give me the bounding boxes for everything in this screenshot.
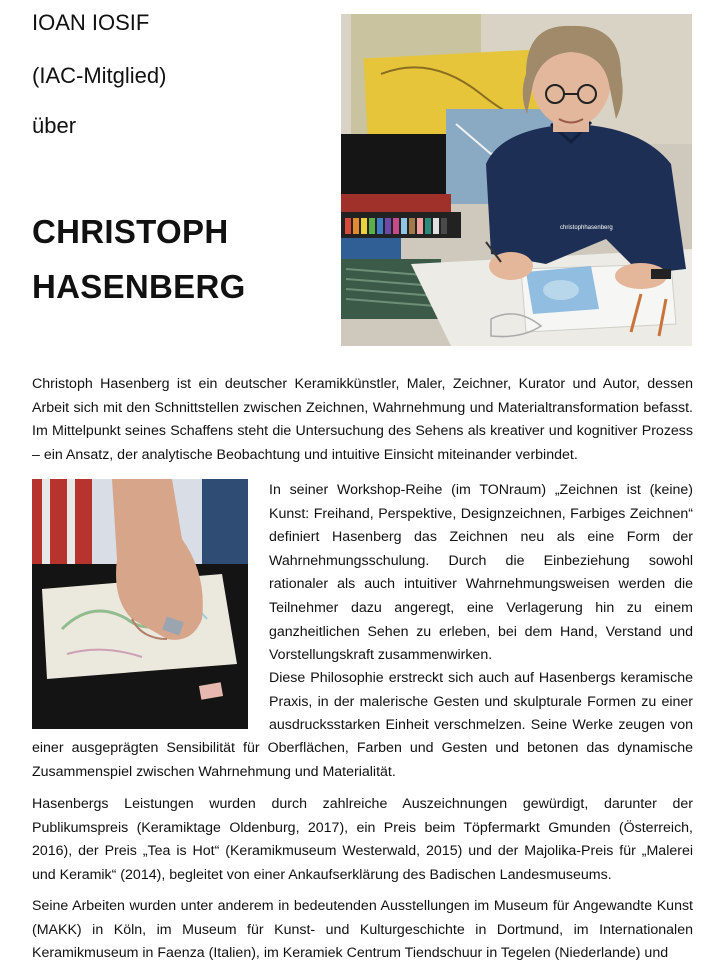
preposition-text: über	[32, 113, 77, 138]
workshop-paragraph: In seiner Workshop-Reihe (im TONraum) „Zeichnen ist (keine) Kunst: Freihand, Perspektive, Designzeichnen, Farbiges Zeichnen“ definiert Hasenberg das Zeichnen neu als eine Form der Wahrnehmungsschulung. Durch die Einbeziehung sowohl rationaler als auch intuitiver Wahrnehmungsweisen werden die Teilnehmer dazu angeregt, eine Verlagerung hin zu einem ganzheitlichen Sehen zu erleben, bei dem Hand, Verstand und Vorstellungskraft zusammenwirken.	[269, 482, 693, 664]
philosophy-paragraph-start: Diese Philosophie erstreckt sich auch auf Hasenbergs keramische Praxis, in der malerische Gesten und skulpturale Formen zu einer ausdrucksstarken Einheit verschmelzen. Seine Werke zeugen von	[269, 670, 693, 734]
subject-last-name: HASENBERG	[32, 268, 246, 305]
artist-portrait-photo	[341, 14, 692, 346]
intro-paragraph: Christoph Hasenberg ist ein deutscher Keramikkünstler, Maler, Zeichner, Kurator und Autor, dessen Arbeit sich mit den Schnittstellen zwischen Zeichnen, Wahrnehmung und Materialtransformation befasst. Im Mittelpunkt seines Schaffens steht die Untersuchung des Sehens als kreativer und kognitiver Prozess – ein Ansatz, der analytische Beobachtung und intuitive Einsicht miteinander verbindet.	[32, 376, 693, 463]
awards-paragraph: Hasenbergs Leistungen wurden durch zahlreiche Auszeichnungen gewürdigt, darunter der Publikumspreis (Keramiktage Oldenburg, 2017), ein Preis beim Töpfermarkt Gmunden (Österreich, 2016), der Preis „Tea is Hot“ (Keramikmuseum Westerwald, 2015) und der Majolika-Preis für „Malerei und Keramik“ (2014), begleitet von einer Ankaufserklärung des Badischen Landesmuseums.	[32, 796, 693, 883]
exhibitions-paragraph: Seine Arbeiten wurden unter anderem in bedeutenden Ausstellungen im Museum für Angewandte Kunst (MAKK) in Köln, im Museum für Kunst- und Kulturgeschichte in Dortmund, im Internationalen Keramikmuseum in Faenza (Italien), im Keramiek Centrum Tiendschuur in Tegelen (Niederlande) und	[32, 898, 693, 962]
drawing-hand-photo	[32, 479, 248, 729]
author-name: IOAN IOSIF	[32, 10, 150, 35]
subject-first-name: CHRISTOPH	[32, 213, 229, 250]
author-membership: (IAC-Mitglied)	[32, 63, 167, 88]
philosophy-paragraph-end: einer ausgeprägten Sensibilität für Oberflächen, Farben und Gesten und betonen das dynamische Zusammenspiel zwischen Wahrnehmung und Materialität.	[32, 740, 693, 780]
photo-watermark-caption: christophhasenberg	[560, 225, 613, 231]
